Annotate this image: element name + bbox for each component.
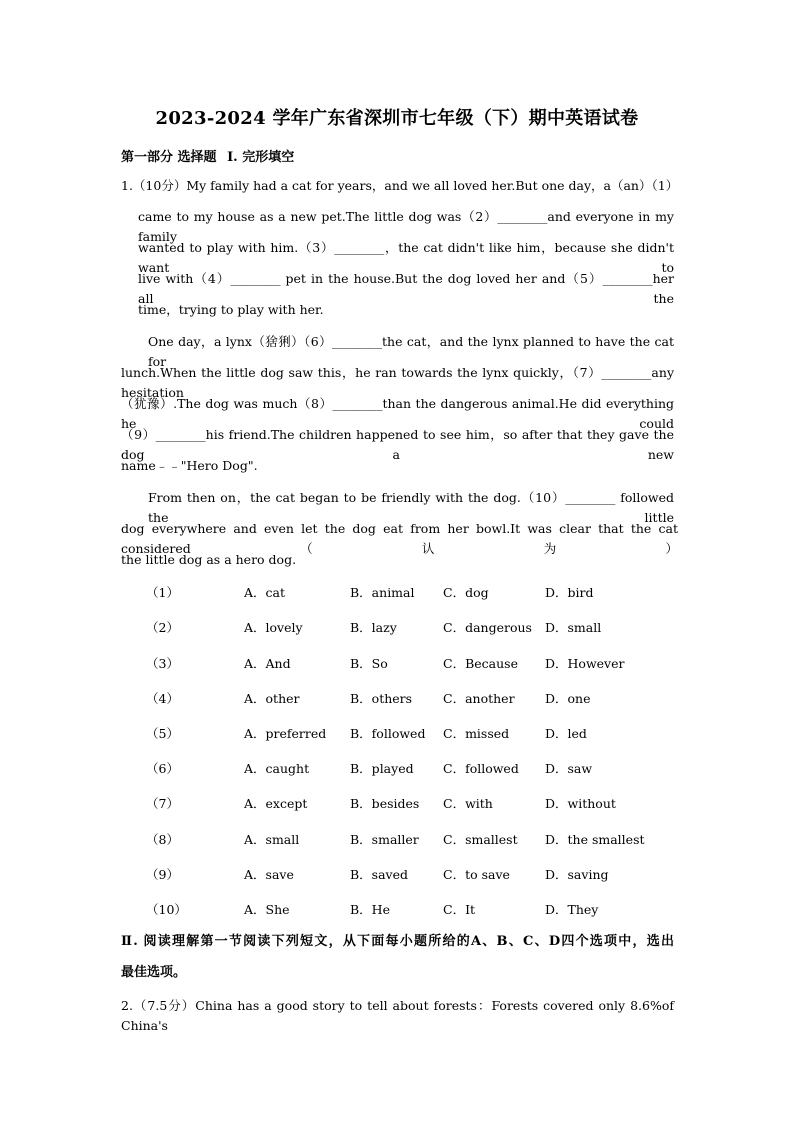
option-c[interactable]: C．another	[443, 691, 515, 706]
option-d[interactable]: D．without	[545, 796, 616, 811]
option-a[interactable]: A．And	[244, 656, 291, 671]
q2-line-1: 2.（7.5分）China has a good story to tell about forests：Forests covered only 8.6%of China's	[121, 998, 674, 1033]
option-row	[146, 689, 686, 709]
option-a[interactable]: A．lovely	[244, 620, 303, 635]
q1-line-3: wanted to play with him.（3）________，the cat didn't like him，because she didn't want to	[138, 240, 674, 275]
option-d[interactable]: D．one	[545, 691, 591, 706]
option-c[interactable]: C．to save	[443, 867, 510, 882]
option-number: （5）	[146, 726, 179, 741]
option-number: （6）	[146, 761, 179, 776]
option-row	[146, 759, 686, 779]
option-c[interactable]: C．followed	[443, 761, 519, 776]
option-d[interactable]: D．However	[545, 656, 625, 671]
option-a[interactable]: A．small	[244, 832, 300, 847]
option-b[interactable]: B．He	[350, 902, 390, 917]
section1-heading: Ⅰ. 完形填空	[227, 150, 295, 165]
q1-line-7: lunch.When the little dog saw this，he ran towards the lynx quickly，（7）________any hesitation	[121, 365, 674, 400]
option-row	[146, 830, 686, 850]
q1-line-5: time，trying to play with her.	[138, 302, 324, 317]
option-c[interactable]: C．missed	[443, 726, 510, 741]
option-row	[146, 865, 686, 885]
option-number: （1）	[146, 585, 179, 600]
option-number: （4）	[146, 691, 179, 706]
option-number: （8）	[146, 832, 179, 847]
q1-line-11: From then on，the cat began to be friendly with the dog.（10）________ followed the little	[148, 490, 674, 525]
option-number: （7）	[146, 796, 179, 811]
option-a[interactable]: A．except	[244, 796, 308, 811]
section2-heading-cont: 最佳选项。	[121, 965, 187, 980]
option-d[interactable]: D．bird	[545, 585, 594, 600]
option-c[interactable]: C．with	[443, 796, 493, 811]
option-d[interactable]: D．the smallest	[545, 832, 645, 847]
part-label: 第一部分 选择题	[121, 150, 217, 165]
option-row	[146, 724, 686, 744]
option-b[interactable]: B．lazy	[350, 620, 397, 635]
option-row	[146, 654, 686, 674]
option-number: （9）	[146, 867, 179, 882]
option-b[interactable]: B．animal	[350, 585, 415, 600]
page-title: 2023-2024 学年广东省深圳市七年级（下）期中英语试卷	[155, 108, 639, 129]
q1-line-8: （犹豫）.The dog was much（8）________than the dangerous animal.He did everything he could	[121, 396, 674, 431]
option-a[interactable]: A．other	[244, 691, 300, 706]
option-b[interactable]: B．saved	[350, 867, 409, 882]
q1-line-2: came to my house as a new pet.The little dog was（2）________and everyone in my family	[138, 209, 674, 244]
option-b[interactable]: B．So	[350, 656, 388, 671]
option-number: （3）	[146, 656, 179, 671]
option-a[interactable]: A．preferred	[244, 726, 327, 741]
option-c[interactable]: C．smallest	[443, 832, 518, 847]
option-a[interactable]: A．cat	[244, 585, 286, 600]
q1-line-13: the little dog as a hero dog.	[121, 552, 297, 567]
option-a[interactable]: A．save	[244, 867, 294, 882]
q1-line-4: live with（4）________ pet in the house.But the dog loved her and（5）________her all the	[138, 271, 674, 306]
q1-line-10: name﹣﹣"Hero Dog".	[121, 458, 258, 473]
q1-line-1: 1.（10分）My family had a cat for years，and we all loved her.But one day，a（an）（1）	[121, 178, 679, 193]
option-d[interactable]: D．small	[545, 620, 602, 635]
option-c[interactable]: C．It	[443, 902, 476, 917]
option-d[interactable]: D．saw	[545, 761, 593, 776]
option-row	[146, 618, 686, 638]
option-b[interactable]: B．played	[350, 761, 414, 776]
option-b[interactable]: B．smaller	[350, 832, 419, 847]
option-c[interactable]: C．Because	[443, 656, 518, 671]
option-a[interactable]: A．She	[244, 902, 290, 917]
option-d[interactable]: D．led	[545, 726, 587, 741]
section2-heading: Ⅱ. 阅读理解第一节阅读下列短文，从下面每小题所给的A、B、C、D四个选项中，选出	[121, 934, 674, 949]
option-b[interactable]: B．followed	[350, 726, 426, 741]
option-d[interactable]: D．saving	[545, 867, 609, 882]
part-heading	[121, 146, 294, 165]
option-b[interactable]: B．others	[350, 691, 413, 706]
option-row	[146, 900, 686, 920]
option-a[interactable]: A．caught	[244, 761, 310, 776]
option-row	[146, 794, 686, 814]
option-row	[146, 583, 686, 603]
option-c[interactable]: C．dog	[443, 585, 489, 600]
option-number: （2）	[146, 620, 179, 635]
option-b[interactable]: B．besides	[350, 796, 420, 811]
option-c[interactable]: C．dangerous	[443, 620, 532, 635]
q1-line-12: dog everywhere and even let the dog eat from her bowl.It was clear that the cat considered（认为）	[121, 521, 678, 556]
q1-line-6: One day，a lynx（猞猁）（6）________the cat，and the lynx planned to have the cat for	[148, 334, 674, 369]
option-d[interactable]: D．They	[545, 902, 599, 917]
q1-line-9: （9）________his friend.The children happened to see him，so after that they gave the dog a new	[121, 427, 674, 462]
option-number: （10）	[146, 902, 187, 917]
